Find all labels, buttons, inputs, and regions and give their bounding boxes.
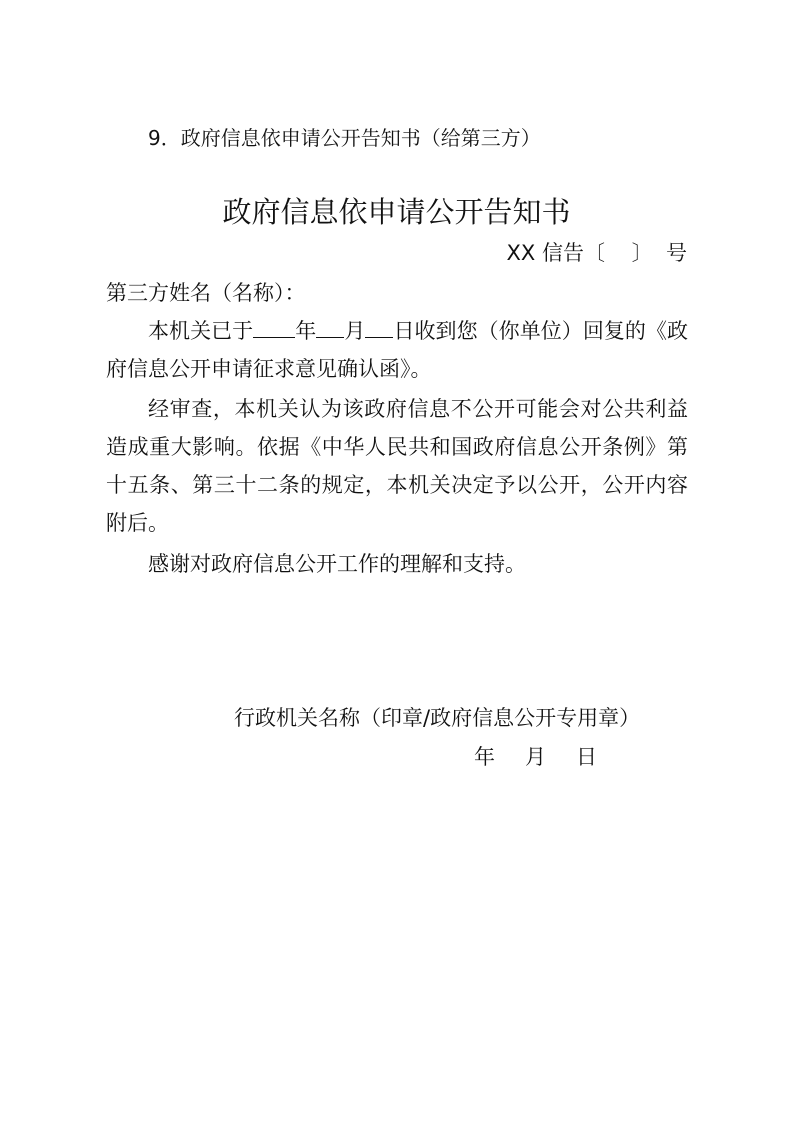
date-year-label: 年 <box>474 745 495 769</box>
paragraph1-suffix: 日收到您（你单位）回复的《政府信息公开申请征求意见确认函》。 <box>106 319 689 381</box>
year-blank <box>253 315 295 338</box>
date-line <box>474 742 597 772</box>
document-number: XX 信告〔 〕 号 <box>506 241 687 265</box>
paragraph1-prefix: 本机关已于 <box>148 319 254 343</box>
paragraph-thanks: 感谢对政府信息公开工作的理解和支持。 <box>148 552 526 576</box>
date-day-label: 日 <box>576 745 597 769</box>
month-blank <box>316 315 344 338</box>
paragraph1-month-label: 月 <box>344 319 366 343</box>
document-title: 政府信息依申请公开告知书 <box>222 195 571 229</box>
day-blank <box>365 315 393 338</box>
section-heading: 9．政府信息依申请公开告知书（给第三方） <box>148 126 541 150</box>
salutation: 第三方姓名（名称）： <box>106 281 306 305</box>
date-month-label: 月 <box>525 745 546 769</box>
agency-signature: 行政机关名称（印章/政府信息公开专用章） <box>234 706 641 730</box>
paragraph1-year-label: 年 <box>295 319 317 343</box>
paragraph-received-notice <box>106 312 688 388</box>
paragraph-review-decision: 经审查，本机关认为该政府信息不公开可能会对公共利益造成重大影响。依据《中华人民共和国政府信息公开条例》第十五条、第三十二条的规定，本机关决定予以公开，公开内容附后。 <box>106 397 688 535</box>
